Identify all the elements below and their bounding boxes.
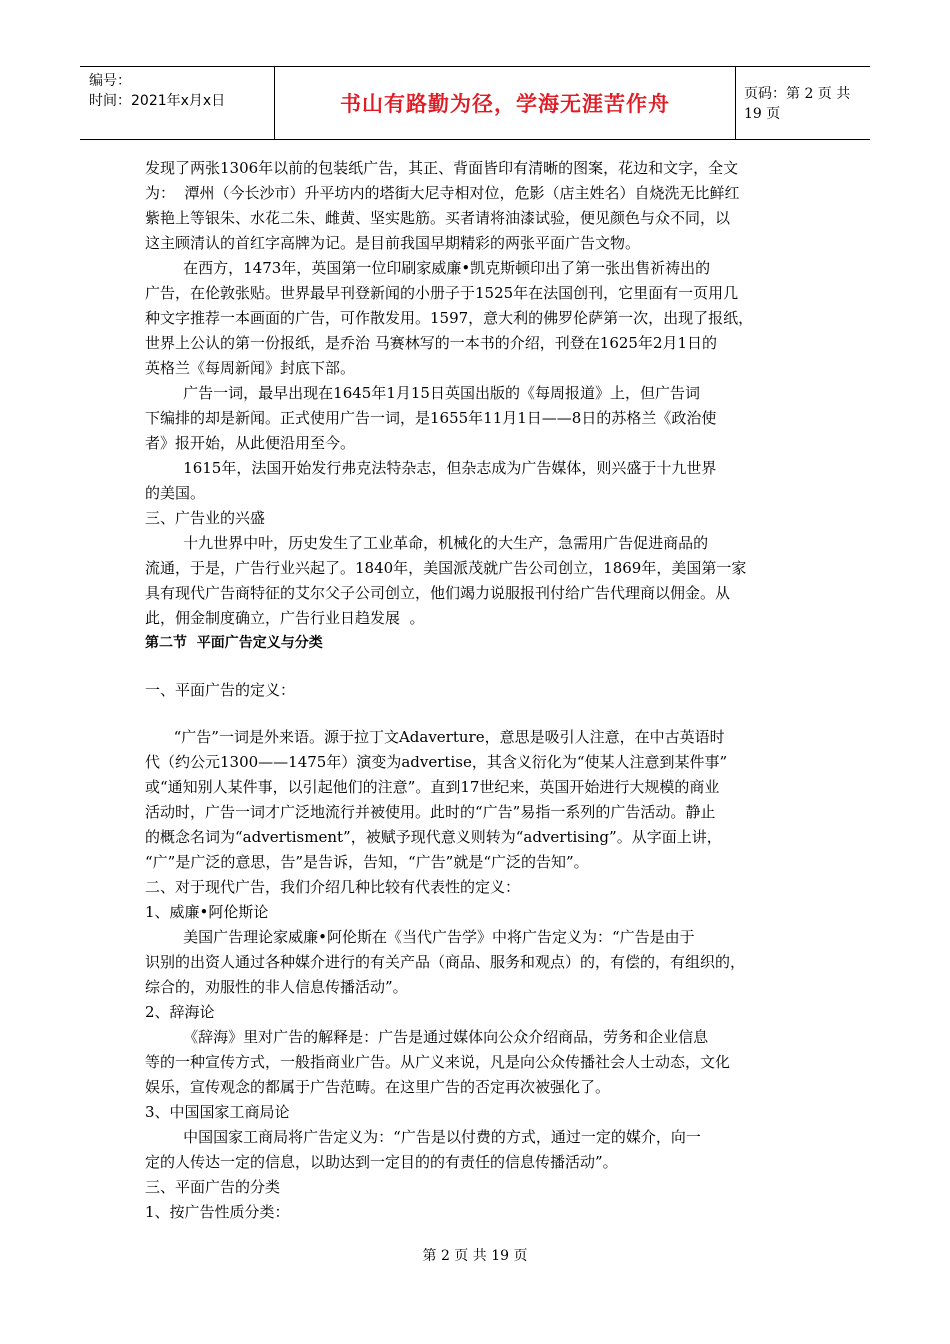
text-line: 具有现代广告商特征的艾尔父子公司创立，他们竭力说服报刊付给广告代理商以佣金。从 <box>145 584 731 602</box>
text-line: 娱乐，宣传观念的都属于广告范畴。在这里广告的否定再次被强化了。 <box>145 1078 611 1096</box>
text-line: 3、中国国家工商局论 <box>145 1103 290 1121</box>
text-line: 广告，在伦敦张贴。世界最早刊登新闻的小册子于1525年在法国创刊，它里面有一页用几 <box>145 284 739 302</box>
motto-text: 书山有路勤为径，学海无涯苦作舟 <box>340 92 670 116</box>
text-line: 世界上公认的第一份报纸，是乔治 马赛林写的一本书的介绍，刊登在1625年2月1日的 <box>145 334 718 352</box>
text-line: 等的一种宣传方式，一般指商业广告。从广义来说，凡是向公众传播社会人士动态，文化 <box>145 1053 731 1071</box>
text-line: 活动时，广告一词才广泛地流行并被使用。此时的“广告”易指一系列的广告活动。静止 <box>145 803 716 821</box>
text-line: 二、对于现代广告，我们介绍几种比较有代表性的定义： <box>145 878 521 896</box>
text-line: 广告一词，最早出现在1645年1月15日英国出版的《每周报道》上，但广告词 <box>145 384 700 402</box>
blank-line <box>145 656 805 678</box>
text-line: 中国国家工商局将广告定义为：“广告是以付费的方式，通过一定的媒介，向一 <box>145 1128 701 1146</box>
text-line: 三、广告业的兴盛 <box>145 509 266 527</box>
text-line: 十九世界中叶，历史发生了工业革命，机械化的大生产，急需用广告促进商品的 <box>145 534 709 552</box>
blank-line <box>145 703 805 725</box>
text-line: 发现了两张1306年以前的包装纸广告，其正、背面皆印有清晰的图案，花边和文字，全文 <box>145 159 739 177</box>
header-motto-cell <box>275 67 736 139</box>
text-line: 英格兰《每周新闻》封底下部。 <box>145 359 356 377</box>
text-line: “广”是广泛的意思，告”是告诉，告知，“广告”就是“广泛的告知”。 <box>145 853 589 871</box>
text-line: 者》报开始，从此便沿用至今。 <box>145 434 356 452</box>
text-line: 1、威廉•阿伦斯论 <box>145 903 269 921</box>
text-line: 《辞海》里对广告的解释是：广告是通过媒体向公众介绍商品，劳务和企业信息 <box>145 1028 709 1046</box>
page-footer: 第 2 页 共 19 页 <box>422 1248 528 1264</box>
section-heading: 第二节 平面广告定义与分类 <box>145 635 323 651</box>
text-line: 紫艳上等银朱、水花二朱、雌黄、坚实匙筋。买者请将油漆试验，便见颜色与众不同，以 <box>145 209 731 227</box>
text-line: 的概念名词为“advertisment”，被赋予现代意义则转为“advertising”。从字面上讲， <box>145 828 722 846</box>
text-line: 为： 潭州（今长沙市）升平坊内的塔街大尼寺相对位，危影（店主姓名）自烧洗无比鲜红 <box>145 184 740 202</box>
text-line: 1615年，法国开始发行弗克法特杂志，但杂志成为广告媒体，则兴盛于十九世界 <box>145 459 717 477</box>
text-line: 一、平面广告的定义： <box>145 681 296 699</box>
document-body <box>145 156 805 1225</box>
text-line: 三、平面广告的分类 <box>145 1178 281 1196</box>
text-line: 1、按广告性质分类： <box>145 1203 290 1221</box>
number-label: 编号： <box>89 73 131 89</box>
text-line: 识别的出资人通过各种媒介进行的有关产品（商品、服务和观点）的，有偿的，有组织的， <box>145 953 746 971</box>
page-header <box>80 66 870 140</box>
text-line: 流通，于是，广告行业兴起了。1840年，美国派茂就广告公司创立，1869年，美国第一家 <box>145 559 747 577</box>
text-line: 在西方，1473年，英国第一位印刷家威廉•凯克斯顿印出了第一张出售祈祷出的 <box>145 259 711 277</box>
text-line: 的美国。 <box>145 484 206 502</box>
text-line: 2、辞海论 <box>145 1003 215 1021</box>
text-line: 综合的，劝服性的非人信息传播活动”。 <box>145 978 408 996</box>
text-line: 种文字推荐一本画面的广告，可作散发用。1597，意大利的佛罗伦萨第一次，出现了报纸， <box>145 309 754 327</box>
text-line: 或“通知别人某件事，以引起他们的注意”。直到17世纪来，英国开始进行大规模的商业 <box>145 778 720 796</box>
text-line: 代（约公元1300——1475年）演变为advertise，其含义衍化为“使某人注意到某件事” <box>145 753 728 771</box>
text-line: “广告”一词是外来语。源于拉丁文Adaverture，意思是吸引人注意，在中古英语时 <box>145 728 725 746</box>
header-meta-cell <box>80 67 275 139</box>
text-line: 定的人传达一定的信息，以助达到一定目的的有责任的信息传播活动”。 <box>145 1153 618 1171</box>
text-line: 此，佣金制度确立，广告行业日趋发展 。 <box>145 609 425 627</box>
time-label: 时间：2021年x月x日 <box>89 93 226 109</box>
text-line: 美国广告理论家威廉•阿伦斯在《当代广告学》中将广告定义为：“广告是由于 <box>145 928 695 946</box>
text-line: 这主顾清认的首红字高牌为记。是目前我国早期精彩的两张平面广告文物。 <box>145 234 641 252</box>
page-info: 页码：第 2 页 共 19 页 <box>744 86 851 122</box>
text-line: 下编排的却是新闻。正式使用广告一词，是1655年11月1日——8日的苏格兰《政治使 <box>145 409 717 427</box>
